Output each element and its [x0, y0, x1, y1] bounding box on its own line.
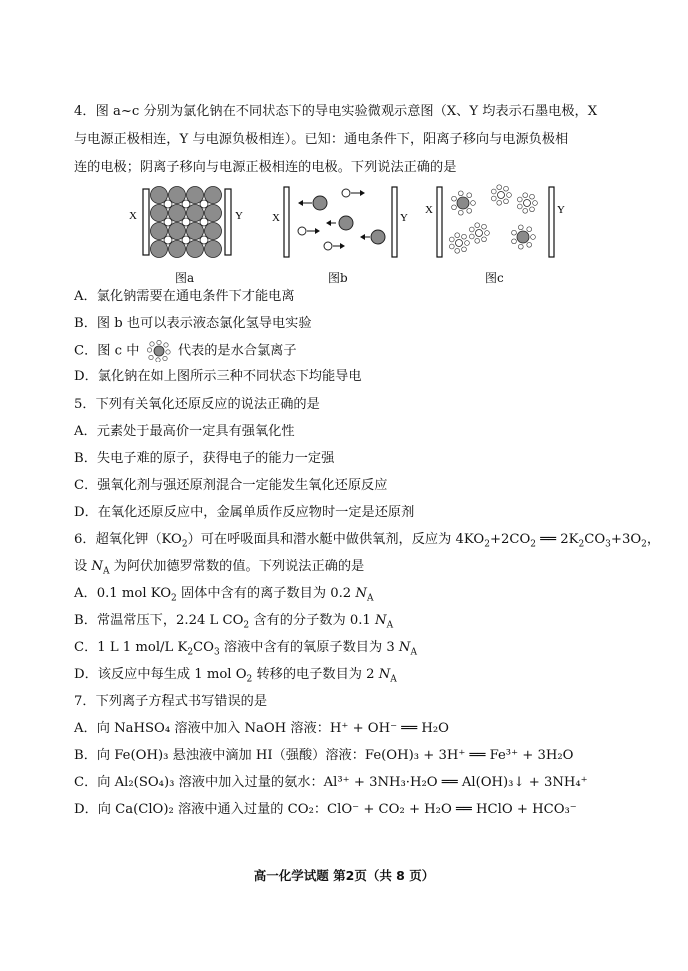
figure-a-lattice: [125, 181, 255, 266]
figure-b-caption: 图b: [328, 271, 348, 285]
q4-option-c-prefix: C．图 c 中: [74, 343, 140, 359]
water-molecule: [485, 231, 490, 236]
water-molecule: [475, 238, 480, 243]
arrowhead: [360, 190, 365, 196]
figure-c: [423, 181, 575, 286]
figure-c-solution: [423, 181, 575, 266]
nacl-lattice: [151, 187, 222, 258]
water-molecule: [491, 189, 496, 194]
water-molecule: [527, 227, 532, 232]
q4-option-c-suffix: 代表的是水合氯离子: [177, 343, 297, 359]
figure-c-electrode-y-label: Y: [557, 204, 565, 216]
sodium-ion: [298, 227, 306, 235]
q7-option-b: B．向 Fe(OH)₃ 悬浊液中滴加 HI（强酸）溶液：Fe(OH)₃ + 3H⁺ ══ Fe³⁺ + 3H₂O: [74, 748, 574, 763]
q6-option-a: A．0.1 mol $KO_2$ 固体中含有的离子数目为 0.2 $N_A$: [74, 586, 374, 604]
water-molecule: [467, 208, 472, 213]
water-molecule: [462, 234, 467, 239]
hydrated-ions: [449, 185, 537, 253]
water-molecule: [469, 227, 474, 232]
sodium-ion: [182, 236, 190, 244]
water-molecule: [455, 233, 460, 238]
water-molecule: [452, 196, 457, 201]
q7-option-a: A．向 NaHSO₄ 溶液中加入 NaOH 溶液：H⁺ + OH⁻ ══ H₂O: [74, 721, 449, 736]
water-molecule: [491, 196, 496, 201]
sodium-ion: [164, 218, 172, 226]
water-molecule: [512, 230, 517, 235]
water-molecule: [497, 200, 502, 205]
q5-option-d: D．在氧化还原反应中，金属单质作反应物时一定是还原剂: [74, 505, 415, 520]
hydrated-sodium-core: [498, 192, 505, 199]
q6-stem-line1: 6．超氧化钾$(KO_2)$可在呼吸面具和潜水艇中做供氧剂，反应为 $4KO_2+2CO_2$ ══ $2K_2CO_3+3O_2$，: [74, 532, 661, 550]
sodium-ion: [200, 236, 208, 244]
arrowhead: [326, 220, 331, 226]
water-molecule: [482, 237, 487, 242]
water-molecule: [455, 248, 460, 253]
figure-a-electrode-x-label: X: [129, 210, 137, 222]
arrowhead: [298, 200, 303, 206]
hydrated-chloride-icon: [145, 340, 173, 362]
chloride-ion: [371, 230, 385, 244]
q4-option-b: B．图 b 也可以表示液态氯化氢导电实验: [74, 316, 312, 331]
hydrated-sodium-core: [476, 230, 483, 237]
water-molecule: [504, 199, 509, 204]
hydrated-sodium-core: [456, 240, 463, 247]
figure-b-electrode-y: [392, 187, 397, 257]
sodium-ion: [182, 218, 190, 226]
sodium-ion: [342, 189, 350, 197]
hydrated-sodium-core: [524, 200, 531, 207]
sodium-ion: [200, 200, 208, 208]
sodium-ion: [164, 200, 172, 208]
water-molecule: [458, 210, 463, 215]
figure-a-caption: 图a: [175, 271, 195, 285]
q6-option-d: D．该反应中每生成 1 mol $O_2$ 转移的电子数目为 2 $N_A$: [74, 667, 397, 685]
figure-a: [125, 181, 255, 286]
water-molecule: [482, 224, 487, 229]
hydrated-chloride-core: [517, 231, 529, 243]
figure-c-caption: 图c: [485, 271, 504, 285]
q7-stem: 7．下列离子方程式书写错误的是: [74, 694, 268, 709]
q4-figures: [125, 181, 575, 286]
figure-a-electrode-y-label: Y: [235, 210, 243, 222]
figure-b-molten: [270, 181, 410, 266]
chloride-ion: [313, 196, 327, 210]
water-molecule: [467, 193, 472, 198]
q5-stem: 5．下列有关氧化还原反应的说法正确的是: [74, 397, 320, 412]
q6-option-b: B．常温常压下，2.24 L $CO_2$ 含有的分子数为 0.1 $N_A$: [74, 613, 394, 631]
water-molecule: [512, 239, 517, 244]
water-molecule: [504, 186, 509, 191]
q5-option-b: B．失电子难的原子，获得电子的能力一定强: [74, 451, 335, 466]
figure-b: [270, 181, 410, 286]
sodium-ion: [164, 236, 172, 244]
q4-option-d: D．氯化钠在如上图所示三种不同状态下均能导电: [74, 369, 362, 384]
water-molecule: [530, 194, 535, 199]
figure-c-electrode-y: [549, 187, 554, 257]
water-molecule: [530, 207, 535, 212]
sodium-ion: [200, 218, 208, 226]
arrowhead: [360, 234, 365, 240]
water-molecule: [497, 185, 502, 190]
water-molecule: [449, 244, 454, 249]
page-footer: 高一化学试题 第2页（共 8 页）: [253, 868, 435, 883]
figure-b-electrode-x-label: X: [272, 212, 280, 224]
water-molecule: [452, 205, 457, 210]
water-molecule: [517, 197, 522, 202]
q4-option-c: [74, 340, 297, 362]
water-molecule: [518, 225, 523, 230]
water-molecule: [507, 193, 512, 198]
q5-option-c: C．强氧化剂与强还原剂混合一定能发生氧化还原反应: [74, 478, 388, 493]
water-molecule: [533, 201, 538, 206]
water-molecule: [469, 234, 474, 239]
water-molecule: [531, 235, 536, 240]
water-molecule: [523, 208, 528, 213]
q7-option-c: C．向 Al₂(SO₄)₃ 溶液中加入过量的氨水：Al³⁺ + 3NH₃·H₂O ══ Al(OH)₃↓ + 3NH₄⁺: [74, 775, 588, 790]
water-molecule: [471, 201, 476, 206]
water-molecule: [517, 204, 522, 209]
figure-c-electrode-x-label: X: [425, 204, 433, 216]
figure-b-electrode-y-label: Y: [400, 212, 408, 224]
water-molecule: [465, 241, 470, 246]
water-molecule: [527, 242, 532, 247]
water-molecule: [523, 193, 528, 198]
q7-option-d: D．向 Ca(ClO)₂ 溶液中通入过量的 CO₂：ClO⁻ + CO₂ + H₂O ══ HClO + HCO₃⁻: [74, 802, 577, 817]
water-molecule: [462, 247, 467, 252]
figure-c-electrode-x: [437, 187, 442, 257]
figure-a-electrode-y: [225, 189, 231, 255]
water-molecule: [449, 237, 454, 242]
q6-option-c: C．1 L 1 mol/L $K_2CO_3$ 溶液中含有的氧原子数目为 3 $N_A$: [74, 640, 417, 658]
q6-stem-line2: 设 $N_A$ 为阿伏加德罗常数的值。下列说法正确的是: [74, 559, 365, 577]
water-molecule: [518, 244, 523, 249]
arrowhead: [315, 228, 320, 234]
q5-option-a: A．元素处于最高价一定具有强氧化性: [74, 424, 295, 439]
figure-b-electrode-x: [284, 187, 289, 257]
figure-a-electrode-x: [143, 189, 149, 255]
sodium-ion: [182, 200, 190, 208]
q4-stem-line2: 与电源正极相连，Y 与电源负极相连）。已知：通电条件下，阳离子移向与电源负极相: [74, 132, 569, 147]
water-molecule: [458, 191, 463, 196]
chloride-ion: [339, 216, 353, 230]
q4-stem-line1: 4．图 a~c 分别为氯化钠在不同状态下的导电实验微观示意图（X、Y 均表示石墨电极，X: [74, 104, 598, 119]
q4-stem-line3: 连的电极；阴离子移向与电源正极相连的电极。下列说法正确的是: [74, 160, 457, 175]
hydrated-chloride-core: [457, 197, 469, 209]
sodium-ion: [324, 242, 332, 250]
arrowhead: [340, 243, 345, 249]
water-molecule: [475, 223, 480, 228]
q4-option-a: A．氯化钠需要在通电条件下才能电离: [74, 289, 295, 304]
